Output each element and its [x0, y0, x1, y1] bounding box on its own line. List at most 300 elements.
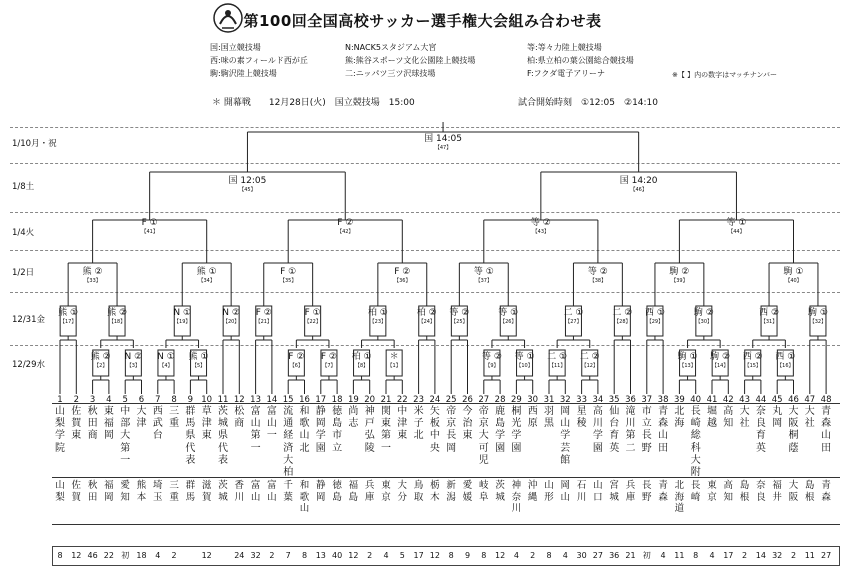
match-number: 【25】: [451, 319, 468, 325]
team-number: 31: [543, 395, 555, 405]
appearance-count: 12: [201, 551, 212, 560]
team-name: 大社: [739, 406, 750, 430]
match-number: 【45】: [239, 187, 256, 193]
opening-match-info: ＊ 開幕戦 12月28日(火) 国立競技場 15:00: [212, 98, 415, 108]
legend-item: 等:等々力陸上競技場: [527, 43, 602, 52]
team-name: 青森山田: [658, 406, 669, 454]
match-number: 【47】: [434, 145, 452, 151]
team-number: 1: [57, 395, 63, 405]
appearance-count: 22: [103, 551, 114, 560]
team-name: 米子北: [413, 406, 424, 442]
team-number: 25: [445, 395, 457, 405]
match-number: 【5】: [191, 363, 206, 369]
match-venue: 西 ②: [759, 308, 780, 318]
match-node-r1_13: [678, 352, 698, 370]
team-number: 19: [347, 395, 359, 405]
date-label: 12/31金: [12, 315, 45, 325]
match-venue: ＊: [389, 352, 399, 362]
team-name: 山梨学院: [55, 406, 65, 454]
date-label: 1/2日: [12, 268, 35, 278]
appearance-count: 12: [348, 551, 359, 560]
team-name: 群馬県代表: [185, 406, 196, 466]
match-node-r16_3: [280, 267, 296, 285]
team-number: 20: [364, 395, 376, 405]
team-name: 中津東: [397, 406, 408, 442]
team-number: 43: [739, 395, 750, 405]
team-prefecture: 愛媛: [462, 480, 473, 503]
appearance-count: 4: [562, 551, 568, 560]
team-number: 10: [201, 395, 213, 405]
team-prefecture: 島根: [805, 480, 815, 503]
match-venue: 国 12:05: [228, 176, 267, 186]
match-node-r2_19: [173, 308, 191, 326]
team-prefecture: 岐阜: [479, 480, 489, 503]
match-venue: 二 ②: [612, 308, 633, 318]
match-number: 【32】: [809, 319, 827, 325]
team-name: 神戸弘陵: [364, 406, 375, 454]
team-number: 12: [233, 395, 245, 405]
match-node-r1_7: [321, 352, 337, 370]
match-venue: F ②: [394, 267, 411, 277]
appearance-count: 46: [87, 551, 98, 560]
match-number: 【21】: [255, 319, 272, 325]
match-node-r1_15: [743, 352, 763, 370]
match-node-r2_30: [694, 308, 714, 326]
team-prefecture: 長崎: [690, 480, 701, 503]
team-name: 和歌山北: [299, 406, 310, 454]
match-node-r1_5: [189, 352, 209, 370]
team-prefecture: 島根: [739, 480, 750, 503]
table-rule: [52, 403, 840, 404]
match-number: 【1】: [387, 363, 401, 369]
match-venue: N ②: [222, 308, 240, 318]
appearance-count: 4: [383, 551, 389, 560]
match-venue: F ①: [304, 308, 321, 318]
match-number: 【17】: [59, 319, 77, 325]
match-number: 【36】: [394, 278, 411, 284]
appearance-count: 40: [332, 551, 343, 560]
match-number: 【16】: [777, 363, 794, 369]
appearance-count: 21: [625, 551, 636, 560]
team-prefecture: 千葉: [283, 480, 293, 503]
match-node-r2_24: [417, 308, 437, 326]
team-name: 大社: [804, 406, 815, 430]
match-venue: F ①: [280, 267, 297, 277]
legend-item: 西:味の素フィールド西が丘: [210, 56, 308, 65]
team-prefecture: 奈良: [756, 480, 766, 503]
match-venue: 等 ②: [449, 308, 470, 318]
match-node-r1_8: [352, 352, 372, 370]
team-number: 4: [106, 395, 112, 405]
appearance-count: 27: [821, 551, 832, 560]
match-number: 【39】: [671, 278, 688, 284]
match-number: 【33】: [84, 278, 101, 284]
match-number: 【20】: [222, 319, 240, 325]
match-number: 【8】: [354, 363, 369, 369]
team-number: 48: [820, 395, 832, 405]
team-prefecture: 鳥取: [413, 480, 424, 503]
appearance-count: 8: [57, 551, 63, 560]
match-number: 【41】: [141, 229, 158, 235]
match-venue: F ②: [255, 308, 272, 318]
match-venue: F ①: [141, 218, 158, 228]
team-prefecture: 群馬: [185, 480, 196, 503]
appearance-count: 32: [772, 551, 783, 560]
page-title: 第100回全国高校サッカー選手権大会組み合わせ表: [243, 12, 602, 30]
match-number: 【10】: [516, 363, 533, 369]
match-number: 【38】: [589, 278, 607, 284]
kickoff-times: 試合開始時刻 ①12:05 ②14:10: [518, 98, 659, 108]
team-prefecture: 和歌山: [299, 480, 310, 514]
match-number: 【31】: [760, 319, 778, 325]
match-number: 【14】: [711, 363, 729, 369]
match-venue: 柏 ②: [416, 308, 437, 318]
team-number: 42: [722, 395, 734, 405]
team-name: 流通経済大柏: [283, 406, 294, 479]
team-number: 15: [282, 395, 294, 405]
match-number: 【3】: [126, 363, 140, 369]
team-name: 奈良育英: [755, 406, 766, 454]
team-prefecture: 富山: [250, 480, 261, 503]
appearance-count: 24: [234, 551, 245, 560]
appearance-count: 36: [609, 551, 620, 560]
team-name: 関東第一: [381, 406, 391, 454]
match-node-r2_28: [612, 308, 632, 326]
team-prefecture: 大分: [397, 480, 408, 503]
match-venue: 熊 ①: [58, 308, 79, 318]
team-number: 29: [510, 395, 522, 405]
match-number: 【18】: [108, 319, 126, 325]
match-node-r2_21: [256, 308, 272, 326]
team-prefecture: 三重: [169, 480, 179, 503]
appearance-count: 2: [367, 551, 373, 560]
match-node-r16_4: [394, 267, 410, 285]
appearance-count: 7: [285, 551, 291, 560]
legend-item: F:フクダ電子アリーナ: [527, 69, 605, 78]
match-node-sf1: [229, 176, 267, 194]
team-prefecture: 熊本: [136, 480, 147, 503]
team-number: 3: [89, 395, 96, 405]
team-name: 羽黒: [544, 406, 554, 430]
team-name: 丸岡: [772, 406, 783, 430]
match-node-qf1: [141, 218, 157, 236]
team-prefecture: 東京: [381, 480, 391, 503]
appearance-count: 2: [742, 551, 748, 560]
match-venue: 等 ①: [473, 267, 494, 277]
team-prefecture: 秋田: [87, 480, 98, 503]
match-venue: 二 ②: [579, 352, 600, 362]
appearance-count: 8: [546, 551, 552, 560]
team-number: 27: [478, 395, 490, 405]
team-name: 三重: [169, 406, 180, 430]
match-number: 【30】: [695, 319, 713, 325]
match-node-r1_10: [515, 352, 535, 370]
match-node-r16_8: [784, 267, 804, 285]
team-name: 市立長野: [641, 406, 652, 454]
team-prefecture: 栃木: [430, 480, 440, 503]
match-venue: 二 ①: [547, 352, 568, 362]
appearance-count: 4: [155, 551, 161, 560]
team-name: 佐賀東: [71, 406, 82, 442]
match-venue: 駒 ②: [669, 267, 690, 277]
match-venue: 西 ①: [644, 308, 665, 318]
match-node-r1_3: [125, 352, 143, 370]
appearance-count: 32: [250, 551, 261, 560]
team-number: 46: [788, 395, 799, 405]
appearance-count: 11: [674, 551, 685, 560]
appearance-count: 12: [495, 551, 506, 560]
team-name: 徳島市立: [332, 406, 343, 454]
appearance-count: 30: [576, 551, 587, 560]
match-venue: 西 ②: [742, 352, 763, 362]
appearance-count: 8: [448, 551, 454, 560]
match-node-r1_9: [482, 352, 502, 370]
match-node-r2_17: [58, 308, 78, 326]
legend-item: 熊:熊谷スポーツ文化公園陸上競技場: [345, 56, 476, 65]
team-number: 2: [73, 395, 79, 405]
team-prefecture: 新潟: [446, 480, 456, 503]
team-prefecture: 兵庫: [625, 480, 636, 503]
match-number: 【22】: [304, 319, 321, 325]
team-name: 西原: [527, 406, 538, 430]
match-venue: F ②: [320, 352, 337, 362]
date-label: 1/8土: [12, 182, 35, 192]
team-name: 帝京大可児: [478, 406, 489, 466]
match-venue: 熊 ②: [107, 308, 128, 318]
team-name: 星稜: [576, 406, 587, 430]
match-number: 【11】: [548, 363, 566, 369]
team-prefecture: 長野: [642, 480, 652, 503]
team-number: 34: [592, 395, 604, 405]
team-name: 高川学園: [592, 406, 603, 454]
team-name: 静岡学園: [315, 406, 326, 454]
match-number: 【37】: [475, 278, 492, 284]
legend-item: 二:ニッパツ三ツ沢球技場: [345, 69, 436, 78]
appearance-count: 2: [171, 551, 177, 560]
team-prefecture: 山形: [544, 480, 554, 503]
match-number: 【35】: [280, 278, 297, 284]
team-number: 22: [396, 395, 408, 405]
appearance-count: 14: [755, 551, 766, 560]
team-name: 中部大第一: [120, 406, 131, 466]
appearance-count: 4: [709, 551, 715, 560]
match-node-r16_7: [669, 267, 689, 285]
appearance-count: 8: [301, 551, 308, 560]
team-prefecture: 岡山: [560, 480, 571, 503]
team-prefecture: 宮城: [609, 480, 619, 503]
legend-item: 柏:県立柏の葉公園総合競技場: [527, 56, 634, 65]
match-node-r16_5: [474, 267, 494, 285]
match-number: 【42】: [337, 229, 354, 235]
team-number: 39: [673, 395, 685, 405]
team-prefecture: 佐賀: [71, 480, 82, 503]
match-venue: 等 ②: [587, 267, 608, 277]
match-node-r2_27: [563, 308, 583, 326]
team-name: 草津東: [201, 406, 212, 442]
team-number: 40: [690, 395, 702, 405]
match-number: 【46】: [630, 187, 647, 193]
match-node-qf4: [726, 218, 746, 236]
match-number: 【6】: [289, 363, 303, 369]
match-venue: 駒 ①: [677, 352, 698, 362]
team-prefecture: 山口: [593, 480, 603, 503]
match-venue: 等 ②: [530, 218, 551, 228]
match-node-r2_29: [645, 308, 665, 326]
team-prefecture: 福岡: [104, 480, 114, 503]
match-number: 【13】: [679, 363, 696, 369]
date-label: 1/4火: [12, 228, 35, 238]
match-venue: 等 ①: [514, 352, 535, 362]
team-number: 13: [250, 395, 261, 405]
match-number-note: ※【 】内の数字はマッチナンバー: [672, 71, 777, 79]
match-venue: 等 ①: [726, 218, 747, 228]
match-node-r1_12: [580, 352, 600, 370]
team-prefecture: 石川: [576, 480, 587, 503]
team-name: 高知: [723, 406, 734, 430]
team-name: 富山第一: [250, 406, 261, 454]
team-prefecture: 愛知: [120, 480, 130, 503]
match-node-r1_2: [91, 352, 111, 370]
match-node-r1_14: [710, 352, 730, 370]
match-number: 【40】: [785, 278, 802, 284]
match-venue: N ①: [173, 308, 192, 318]
team-prefecture: 香川: [234, 480, 245, 503]
team-prefecture: 大阪: [788, 480, 799, 503]
team-number: 37: [641, 395, 653, 405]
match-node-r2_26: [498, 308, 518, 326]
match-venue: N ②: [124, 352, 143, 362]
match-venue: 駒 ①: [783, 267, 804, 277]
team-number: 45: [771, 395, 783, 405]
match-number: 【26】: [500, 319, 517, 325]
team-prefecture: 東京: [707, 480, 717, 503]
team-prefecture: 福島: [348, 480, 359, 503]
team-name: 桐光学園: [511, 406, 522, 454]
team-number: 30: [527, 395, 539, 405]
team-name: 大阪桐蔭: [788, 406, 799, 454]
appearance-count: 4: [660, 551, 666, 560]
match-venue: 西 ①: [775, 352, 796, 362]
team-name: 尚志: [348, 406, 359, 430]
team-name: 鹿島学園: [495, 406, 506, 454]
match-node-r2_22: [304, 308, 320, 326]
team-prefecture: 北海道: [674, 480, 685, 514]
appearance-count: 11: [804, 551, 815, 560]
appearance-count: 2: [269, 551, 275, 560]
match-node-final: [424, 134, 462, 152]
match-number: 【34】: [198, 278, 215, 284]
team-name: 西武台: [152, 406, 163, 442]
team-name: 大津: [136, 406, 147, 430]
match-venue: 熊 ②: [82, 267, 103, 277]
appearance-count: 27: [592, 551, 603, 560]
team-number: 33: [576, 395, 587, 405]
appearance-count: 8: [693, 551, 699, 560]
match-number: 【24】: [418, 319, 435, 325]
match-venue: 等 ①: [498, 308, 519, 318]
team-prefecture: 沖縄: [527, 480, 538, 503]
match-venue: 駒 ②: [710, 352, 731, 362]
match-node-r2_32: [808, 308, 828, 326]
team-prefecture: 茨城: [218, 480, 228, 503]
team-name: 仙台育英: [609, 406, 620, 454]
team-name: 岡山学芸館: [560, 406, 571, 466]
team-number: 23: [413, 395, 424, 405]
team-number: 18: [331, 395, 343, 405]
match-node-r2_18: [107, 308, 127, 326]
team-number: 9: [187, 395, 194, 405]
team-number: 26: [462, 395, 473, 405]
team-prefecture: 神奈川: [511, 480, 522, 514]
appearances-row: [52, 546, 840, 566]
match-node-r2_25: [449, 308, 469, 326]
match-venue: 二 ①: [563, 308, 584, 318]
team-name: 青森山田: [821, 406, 832, 454]
legend-item: N:NACK5スタジアム大宮: [345, 43, 437, 52]
match-number: 【44】: [728, 229, 745, 235]
match-venue: N ①: [157, 352, 175, 362]
team-prefecture: 青森: [658, 480, 668, 503]
match-venue: 柏 ①: [351, 352, 372, 362]
team-number: 21: [380, 395, 392, 405]
team-name: 松商: [234, 406, 245, 430]
appearance-count: 17: [723, 551, 734, 560]
match-venue: 熊 ①: [196, 267, 217, 277]
team-prefecture: 茨城: [495, 480, 505, 503]
date-label: 12/29水: [12, 360, 45, 370]
team-number: 41: [706, 395, 718, 405]
appearance-count: 2: [530, 551, 536, 560]
team-prefecture: 徳島: [332, 480, 342, 503]
legend-item: 駒:駒沢陸上競技場: [210, 69, 277, 78]
team-number: 47: [804, 395, 816, 405]
team-number: 44: [755, 395, 767, 405]
team-number: 6: [138, 395, 145, 405]
match-venue: 熊 ②: [90, 352, 111, 362]
team-prefecture: 青森: [821, 480, 831, 503]
match-number: 【23】: [369, 319, 387, 325]
appearance-count: 17: [413, 551, 424, 560]
team-number: 14: [266, 395, 278, 405]
team-number: 38: [657, 395, 669, 405]
team-prefecture: 高知: [723, 480, 734, 503]
match-node-qf3: [531, 218, 551, 236]
team-number: 35: [608, 395, 620, 405]
match-number: 【2】: [94, 363, 108, 369]
match-venue: 柏 ①: [367, 308, 388, 318]
match-number: 【29】: [646, 319, 664, 325]
appearance-count: 5: [399, 551, 405, 560]
match-number: 【19】: [174, 319, 191, 325]
match-venue: 国 14:05: [424, 134, 462, 144]
team-prefecture: 福井: [772, 480, 782, 503]
table-rule: [52, 524, 840, 525]
appearance-count: 2: [790, 551, 797, 560]
appearance-count: 12: [71, 551, 82, 560]
team-prefecture: 滋賀: [201, 480, 212, 503]
appearance-count: 初: [121, 551, 130, 560]
appearance-count: 13: [315, 551, 326, 560]
team-number: 7: [155, 395, 161, 405]
team-number: 24: [429, 395, 441, 405]
team-name: 北海: [674, 406, 685, 430]
match-number: 【9】: [485, 363, 499, 369]
team-name: 東福岡: [103, 406, 114, 442]
appearance-count: 初: [642, 551, 651, 560]
appearance-count: 9: [464, 551, 471, 560]
match-number: 【15】: [744, 363, 761, 369]
match-number: 【28】: [614, 319, 631, 325]
